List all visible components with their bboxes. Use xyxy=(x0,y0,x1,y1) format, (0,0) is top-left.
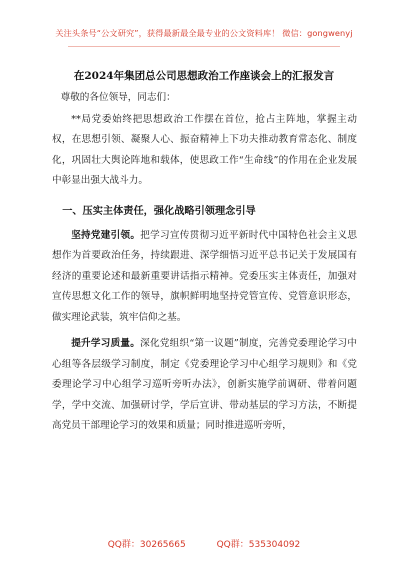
footer-banner xyxy=(0,537,408,550)
paragraph-lead: 坚持党建引领。 xyxy=(71,229,141,241)
document-body xyxy=(52,88,357,443)
section-paragraph-1 xyxy=(52,226,357,329)
qq-group-2: QQ群：535304092 xyxy=(216,540,301,550)
header-divider xyxy=(68,46,340,47)
qq-group-1: QQ群：30265665 xyxy=(107,540,186,550)
paragraph-lead: 提升学习质量。 xyxy=(71,338,141,349)
intro-paragraph: **局党委始终把思想政治工作摆在首位，抢占主阵地，掌握主动权，在思想引领、凝聚人心、振奋精神上下功夫推动教育常态化、制度化，巩固壮大舆论阵地和载体，使思政工作“生命线”的作用在企业发展中彰显出强大战斗力。 xyxy=(52,113,357,186)
document-title: 在2024年集团总公司思想政治工作座谈会上的汇报发言 xyxy=(73,70,335,82)
paragraph-body: 深化党组织“第一议题”制度，完善党委理论学习中心组等各层级学习制度，制定《党委理论学习中心组学习规则》和《党委理论学习中心组学习巡听旁听办法》，创新实施学前调研、带着问题学，学中交流、加强研讨学，学后宣讲、带动基层的学习方法，不断提高党员干部理论学习的效果和质量；同时推进巡听旁听， xyxy=(52,338,357,431)
section-heading: 一、压实主体责任，强化战略引领理念引导 xyxy=(62,204,256,217)
paragraph-body: 把学习宣传贯彻习近平新时代中国特色社会主义思想作为首要政治任务，持续跟进、深学细悟习近平总书记关于发展国有经济的重要论述和最新重要讲话指示精神。党委压实主体责任，加强对宣传思想文化工作的领导，旗帜鲜明地坚持党管宣传、党管意识形态，做实理论武装，筑牢信仰之基。 xyxy=(52,229,358,323)
salutation: 尊敬的各位领导，同志们： xyxy=(60,92,176,103)
header-banner: 关注头条号“公文研究”，获得最新最全最专业的公文资料库！ 微信：gongwenyj xyxy=(55,28,353,38)
section-paragraph-2 xyxy=(52,334,357,437)
